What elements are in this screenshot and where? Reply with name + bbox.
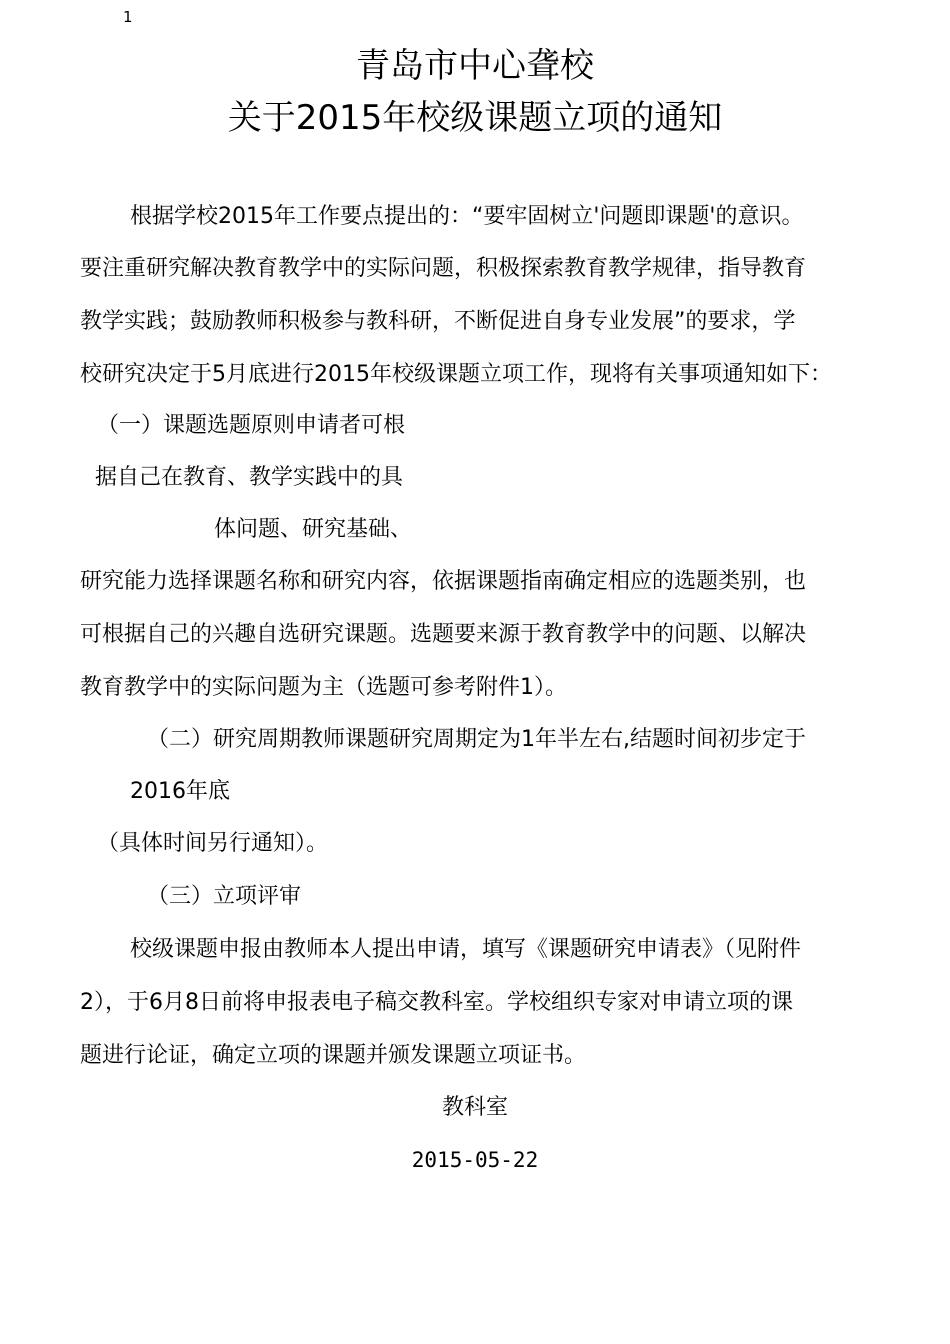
paragraph-intro-line: 校研究决定于5月底进行2015年校级课题立项工作，现将有关事项通知如下： bbox=[80, 362, 832, 387]
section2-line: （具体时间另行通知）。 bbox=[97, 831, 329, 856]
signature-date: 2015-05-22 bbox=[411, 1148, 539, 1172]
paragraph-intro-line: 教学实践；鼓励教师积极参与教科研，不断促进自身专业发展”的要求，学 bbox=[80, 309, 796, 334]
section1-line: 研究能力选择课题名称和研究内容，依据课题指南确定相应的选题类别，也 bbox=[80, 569, 807, 594]
section1-line: （一）课题选题原则申请者可根 bbox=[97, 413, 406, 438]
section3-heading: （三）立项评审 bbox=[147, 884, 302, 909]
paragraph-intro-line: 要注重研究解决教育教学中的实际问题，积极探索教育教学规律，指导教育 bbox=[80, 256, 807, 281]
section1-line: 体问题、研究基础、 bbox=[214, 517, 413, 542]
section2-line: （二）研究周期教师课题研究周期定为1年半左右,结题时间初步定于 bbox=[147, 727, 806, 752]
section1-line: 可根据自己的兴趣自选研究课题。选题要来源于教育教学中的问题、以解决 bbox=[80, 622, 807, 647]
section3-line: 2），于6月8日前将申报表电子稿交教科室。学校组织专家对申请立项的课 bbox=[80, 990, 793, 1015]
section1-line: 据自己在教育、教学实践中的具 bbox=[95, 465, 404, 490]
section1-line: 教育教学中的实际问题为主（选题可参考附件1）。 bbox=[80, 675, 567, 700]
document-title-line2: 关于2015年校级课题立项的通知 bbox=[227, 98, 723, 138]
section3-line: 校级课题申报由教师本人提出申请，填写《课题研究申请表》（见附件 bbox=[130, 937, 802, 962]
section3-line: 题进行论证，确定立项的课题并颁发课题立项证书。 bbox=[80, 1043, 587, 1068]
page-number: 1 bbox=[123, 8, 133, 26]
section2-line: 2016年底 bbox=[130, 779, 230, 804]
document-title-line1: 青岛市中心聋校 bbox=[356, 46, 594, 86]
signature-department: 教科室 bbox=[441, 1095, 508, 1120]
paragraph-intro-line: 根据学校2015年工作要点提出的：“要牢固树立'问题即课题'的意识。 bbox=[130, 204, 804, 229]
